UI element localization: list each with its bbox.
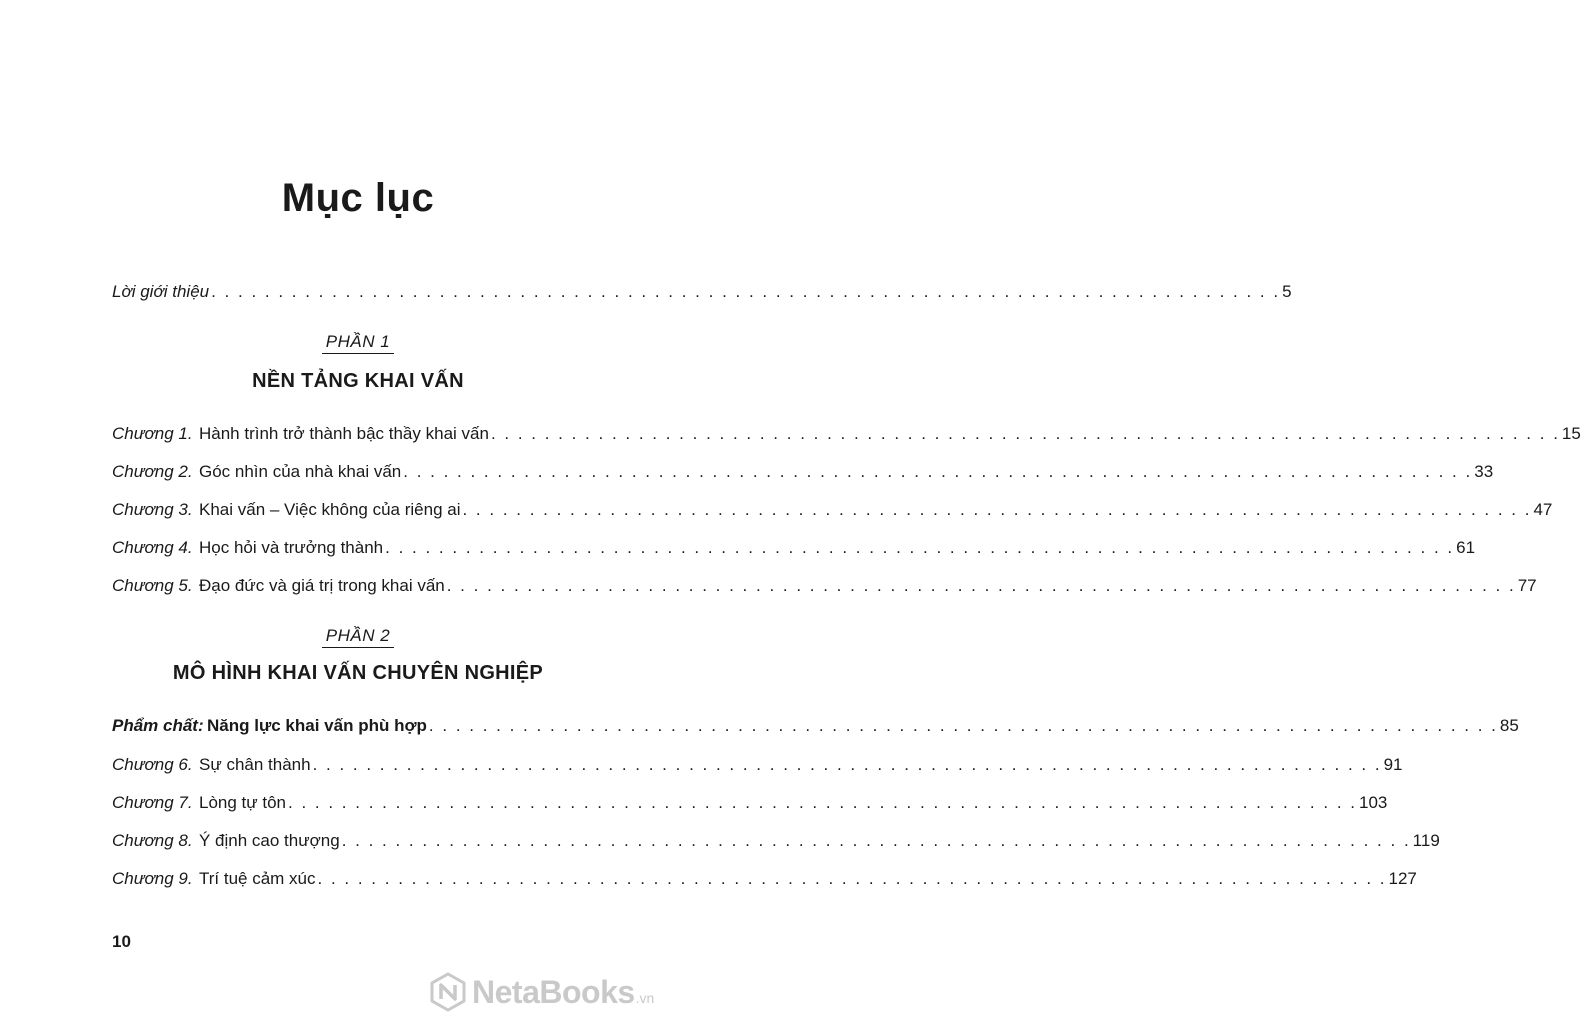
toc-entry-chapter-4[interactable] [112,538,1476,564]
toc-entry-title: Khai vấn – Việc không của riêng ai [199,500,461,519]
toc-entry-title: Học hỏi và trưởng thành [199,538,384,557]
dot-leader: . . . . . . . . . . . . . . . . . . . . . . . . . . . . . . . . . . . . . . . . . . . . . . . . . . . . . . . . . . . . . . . . . . . . . . . . . . . . . . . . [403,462,1473,481]
dot-leader: . . . . . . . . . . . . . . . . . . . . . . . . . . . . . . . . . . . . . . . . . . . . . . . . . . . . . . . . . . . . . . . . . . . . . . . . . . . . . . . . [211,282,1281,301]
toc-entry-title: Sự chân thành [199,755,311,774]
toc-entry-page: 33 [1474,462,1494,481]
toc-entry-chapter-6[interactable] [112,755,1403,781]
toc-entry-label: Chương 8. [112,831,193,850]
toc-entry-chapter-8[interactable] [112,831,1440,857]
watermark-name: NetaBooks [472,973,635,1010]
dot-leader: . . . . . . . . . . . . . . . . . . . . . . . . . . . . . . . . . . . . . . . . . . . . . . . . . . . . . . . . . . . . . . . . . . . . . . . . . . . . . . . . [385,538,1455,557]
part-2-heading: MÔ HÌNH KHAI VẤN CHUYÊN NGHIỆP [172,662,544,684]
toc-entry-intro[interactable] [112,282,1292,308]
toc-entry-label: Chương 5. [112,576,193,595]
dot-leader: . . . . . . . . . . . . . . . . . . . . . . . . . . . . . . . . . . . . . . . . . . . . . . . . . . . . . . . . . . . . . . . . . . . . . . . . . . . . . . . . [312,755,1382,774]
toc-entry-title: Đạo đức và giá trị trong khai vấn [199,576,445,595]
dot-leader: . . . . . . . . . . . . . . . . . . . . . . . . . . . . . . . . . . . . . . . . . . . . . . . . . . . . . . . . . . . . . . . . . . . . . . . . . . . . . . . . [288,793,1357,812]
part-1-heading: NỀN TẢNG KHAI VẤN [252,370,464,392]
toc-entry-title: Ý định cao thượng [199,831,340,850]
toc-entry-chapter-2[interactable] [112,462,1494,488]
watermark-tld: .vn [635,990,655,1006]
toc-entry-label: Chương 4. [112,538,193,557]
dot-leader: . . . . . . . . . . . . . . . . . . . . . . . . . . . . . . . . . . . . . . . . . . . . . . . . . . . . . . . . . . . . . . . . . . . . . . . . . . . . . . . . [490,424,1560,443]
toc-entry-page: 127 [1388,869,1417,888]
toc-entry-page: 61 [1456,538,1476,557]
part-1-label [0,332,716,354]
toc-entry-page: 119 [1412,831,1440,850]
toc-entry-label: Chương 3. [112,500,193,519]
dot-leader: . . . . . . . . . . . . . . . . . . . . . . . . . . . . . . . . . . . . . . . . . . . . . . . . . . . . . . . . . . . . . . . . . . . . . . . . . . . . . . . . [428,716,1498,735]
toc-entry-title: Góc nhìn của nhà khai vấn [199,462,402,481]
toc-entry-label: Chương 1. [112,424,193,443]
toc-entry-label: Chương 7. [112,793,193,812]
toc-entry-page: 5 [1282,282,1292,301]
toc-entry-label: Chương 2. [112,462,193,481]
toc-entry-title: Lòng tự tôn [199,793,287,812]
toc-entry-page: 15 [1561,424,1581,443]
dot-leader: . . . . . . . . . . . . . . . . . . . . . . . . . . . . . . . . . . . . . . . . . . . . . . . . . . . . . . . . . . . . . . . . . . . . . . . . . . . . . . . . [341,831,1411,850]
part-2-label-text: PHẦN 2 [322,626,394,648]
toc-entry-label: Phẩm chất: [112,716,204,735]
toc-entry-title: Lời giới thiệu [112,282,210,301]
netabooks-logo-icon [428,972,468,1012]
page-number: 10 [112,932,131,951]
toc-entry-page: 77 [1517,576,1537,595]
part-2-label [0,626,716,648]
dot-leader: . . . . . . . . . . . . . . . . . . . . . . . . . . . . . . . . . . . . . . . . . . . . . . . . . . . . . . . . . . . . . . . . . . . . . . . . . . . . . . . . [317,869,1387,888]
watermark [428,970,654,1014]
toc-entry-page: 91 [1383,755,1403,774]
toc-entry-page: 103 [1359,793,1388,812]
dot-leader: . . . . . . . . . . . . . . . . . . . . . . . . . . . . . . . . . . . . . . . . . . . . . . . . . . . . . . . . . . . . . . . . . . . . . . . . . . . . . . . . [462,500,1532,519]
toc-entry-chapter-3[interactable] [112,500,1553,526]
toc-entry-title: Trí tuệ cảm xúc [199,869,316,888]
toc-entry-page: 85 [1499,716,1519,735]
toc-entry-chapter-7[interactable] [112,793,1388,819]
toc-entry-chapter-9[interactable] [112,869,1417,895]
toc-entry-title: Hành trình trở thành bậc thầy khai vấn [199,424,489,443]
toc-entry-chapter-1[interactable] [112,424,1581,450]
toc-entry-chapter-5[interactable] [112,576,1537,602]
toc-entry-title: Năng lực khai vấn phù hợp [207,716,427,735]
toc-entry-qualities[interactable] [112,716,1519,742]
page-title: Mục lục [281,176,435,220]
part-1-label-text: PHẦN 1 [322,332,394,354]
toc-entry-label: Chương 9. [112,869,193,888]
dot-leader: . . . . . . . . . . . . . . . . . . . . . . . . . . . . . . . . . . . . . . . . . . . . . . . . . . . . . . . . . . . . . . . . . . . . . . . . . . . . . . . . [446,576,1516,595]
toc-entry-label: Chương 6. [112,755,193,774]
toc-entry-page: 47 [1533,500,1553,519]
